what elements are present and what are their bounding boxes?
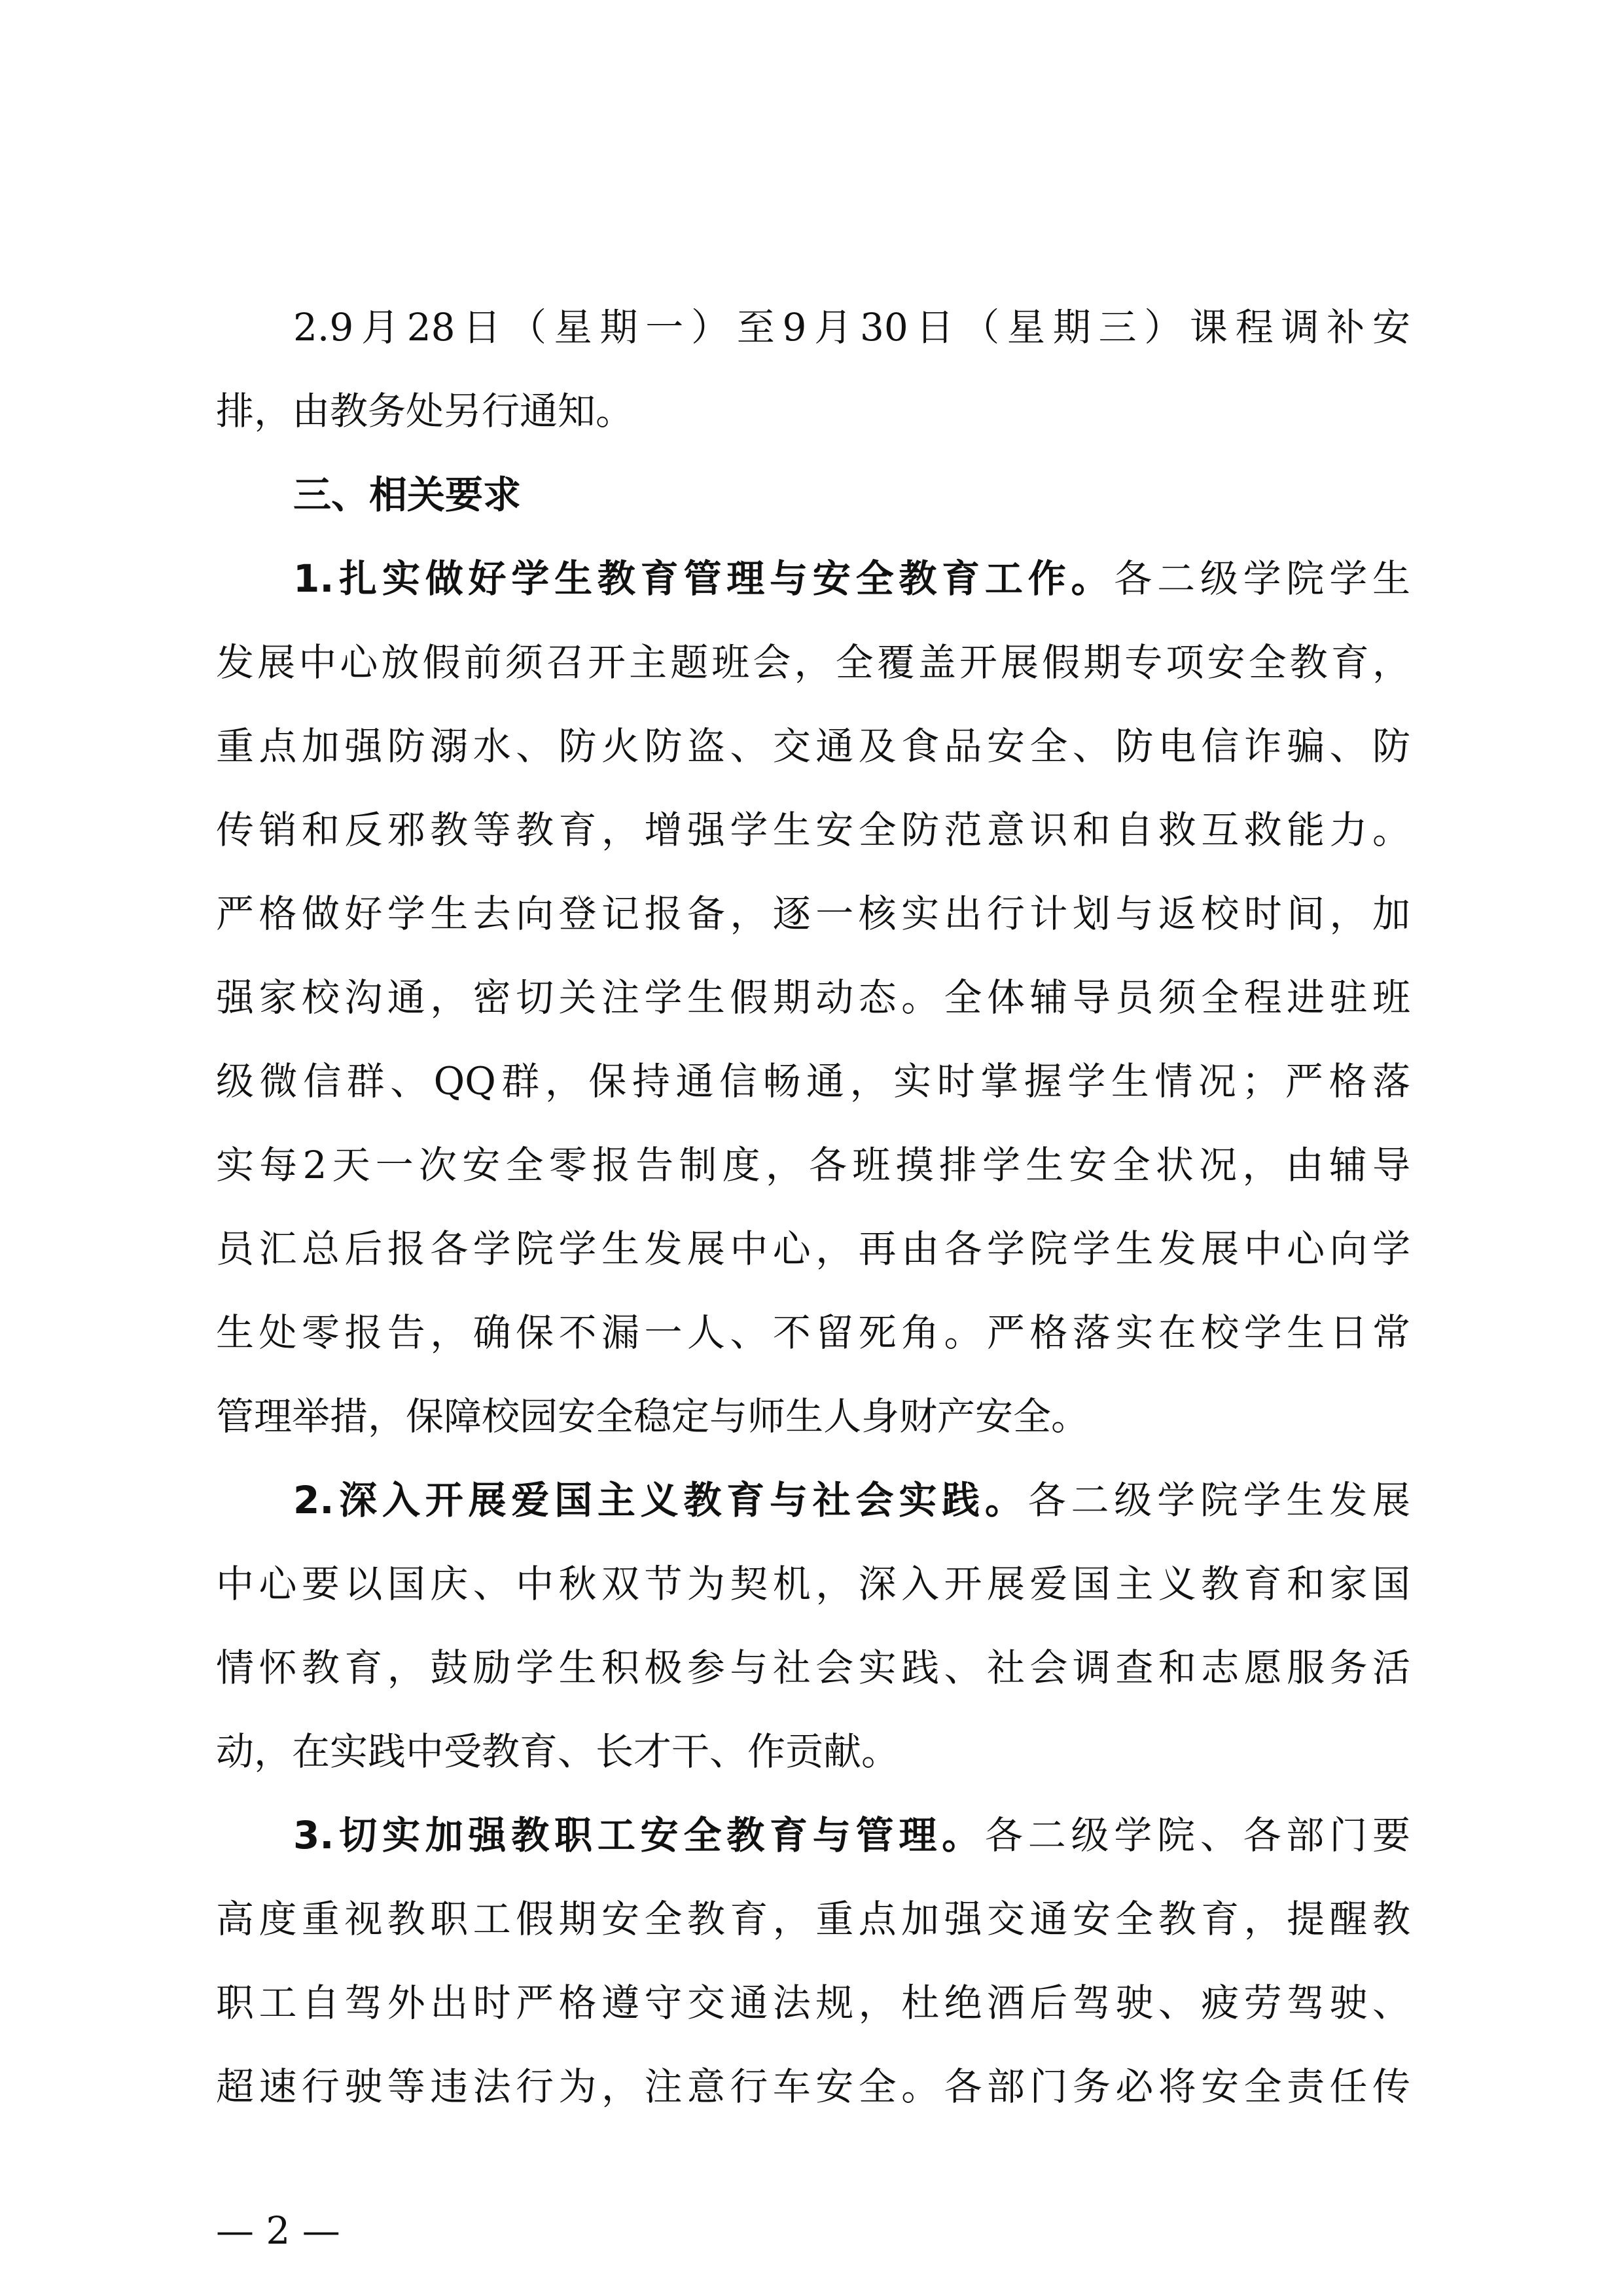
paragraph-line: 生处零报告，确保不漏一人、不留死角。严格落实在校学生日常 — [216, 1310, 1410, 1355]
paragraph-lead: 3.切实加强教职工安全教育与管理。 — [293, 1813, 985, 1857]
paragraph-line — [293, 1477, 1410, 1524]
paragraph-line: 高度重视教职工假期安全教育，重点加强交通安全教育，提醒教 — [216, 1897, 1410, 1941]
paragraph-line: 管理举措，保障校园安全稳定与师生人身财产安全。 — [216, 1394, 1090, 1439]
paragraph-line: 中心要以国庆、中秋双节为契机，深入开展爱国主义教育和家国 — [216, 1562, 1410, 1606]
paragraph-lead: 1.扎实做好学生教育管理与安全教育工作。 — [293, 556, 1115, 601]
paragraph-line: 动，在实践中受教育、长才干、作贡献。 — [216, 1729, 900, 1774]
paragraph-lead: 2.深入开展爱国主义教育与社会实践。 — [293, 1478, 1028, 1522]
paragraph-line: 排，由教务处另行通知。 — [216, 389, 634, 433]
paragraph-line: 实每2天一次安全零报告制度，各班摸排学生安全状况，由辅导 — [216, 1143, 1410, 1187]
paragraph-line: 2.9月28日（星期一）至9月30日（星期三）课程调补安 — [293, 305, 1410, 350]
paragraph-line: 情怀教育，鼓励学生积极参与社会实践、社会调查和志愿服务活 — [216, 1645, 1410, 1690]
paragraph-line: 发展中心放假前须召开主题班会，全覆盖开展假期专项安全教育， — [216, 640, 1410, 685]
paragraph-line: 职工自驾外出时严格遵守交通法规，杜绝酒后驾驶、疲劳驾驶、 — [216, 1981, 1410, 2025]
paragraph-text: 各二级学院学生 — [1114, 556, 1410, 601]
paragraph-line: 员汇总后报各学院学生发展中心，再由各学院学生发展中心向学 — [216, 1227, 1410, 1271]
section-heading: 三、相关要求 — [293, 473, 522, 517]
paragraph-line — [293, 555, 1410, 602]
paragraph-line: 强家校沟通，密切关注学生假期动态。全体辅导员须全程进驻班 — [216, 975, 1410, 1020]
page-number: — 2 — — [216, 2208, 340, 2253]
paragraph-line: 严格做好学生去向登记报备，逐一核实出行计划与返校时间，加 — [216, 891, 1410, 936]
paragraph-text: 各二级学院、各部门要 — [984, 1813, 1410, 1857]
paragraph-text: 各二级学院学生发展 — [1027, 1478, 1410, 1522]
paragraph-line: 超速行驶等违法行为，注意行车安全。各部门务必将安全责任传 — [216, 2064, 1410, 2109]
paragraph-line — [293, 1812, 1410, 1859]
paragraph-line: 传销和反邪教等教育，增强学生安全防范意识和自救互救能力。 — [216, 808, 1410, 852]
paragraph-line: 重点加强防溺水、防火防盗、交通及食品安全、防电信诈骗、防 — [216, 724, 1410, 768]
paragraph-line: 级微信群、QQ群，保持通信畅通，实时掌握学生情况；严格落 — [216, 1059, 1410, 1103]
